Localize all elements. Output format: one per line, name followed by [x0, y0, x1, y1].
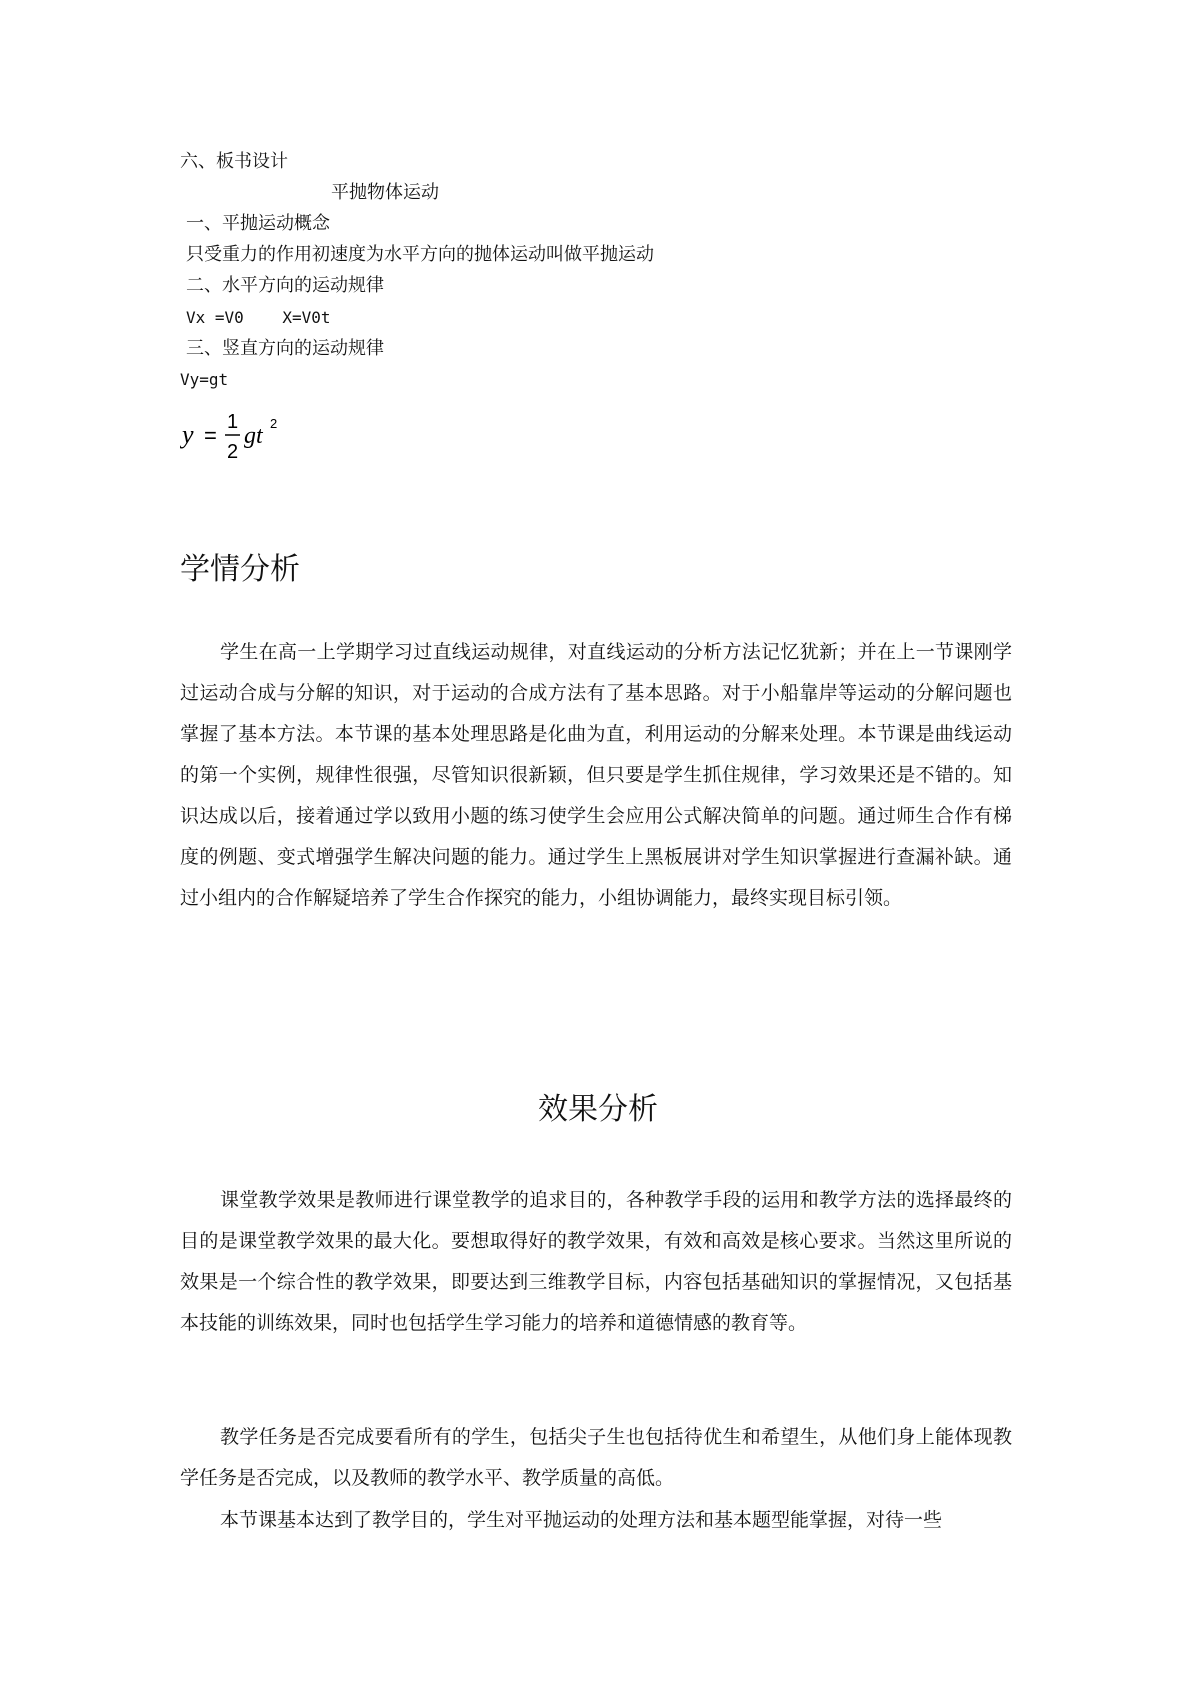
formula-rhs: gt [244, 423, 263, 449]
effect-analysis-paragraph-2: 教学任务是否完成要看所有的学生，包括尖子生也包括待优生和希望生，从他们身上能体现教学任务是否完成，以及教师的教学水平、教学质量的高低。 [180, 1426, 1012, 1489]
vertical-heading: 三、竖直方向的运动规律 [186, 338, 384, 359]
board-design-section-title: 六、板书设计 [180, 151, 288, 172]
effect-analysis-heading: 效果分析 [538, 1092, 658, 1127]
horizontal-formula: Vx =V0 X=V0t [186, 308, 331, 327]
formula-lhs: y [182, 420, 194, 449]
student-analysis-paragraph: 学生在高一上学期学习过直线运动规律，对直线运动的分析方法记忆犹新；并在上一节课刚学过运动合成与分解的知识，对于运动的合成方法有了基本思路。对于小船靠岸等运动的分解问题也掌握了基本方法。本节课的基本处理思路是化曲为直，利用运动的分解来处理。本节课是曲线运动的第一个实例，规律性很强，尽管知识很新颖，但只要是学生抓住规律，学习效果还是不错的。知识达成以后，接着通过学以致用小题的练习使学生会应用公式解决简单的问题。通过师生合作有梯度的例题、变式增强学生解决问题的能力。通过学生上黑板展讲对学生知识掌握进行查漏补缺。通过小组内的合作解疑培养了学生合作探究的能力，小组协调能力，最终实现目标引领。 [180, 641, 1012, 909]
vertical-formula-vy: Vy=gt [180, 370, 229, 389]
formula-numerator: 1 [227, 411, 239, 433]
effect-analysis-paragraph-1: 课堂教学效果是教师进行课堂教学的追求目的，各种教学手段的运用和教学方法的选择最终的目的是课堂教学效果的最大化。要想取得好的教学效果，有效和高效是核心要求。当然这里所说的效果是一个综合性的教学效果，即要达到三维教学目标，内容包括基础知识的掌握情况，又包括基本技能的训练效果，同时也包括学生学习能力的培养和道德情感的教育等。 [180, 1189, 1012, 1334]
formula-exponent: 2 [270, 416, 278, 431]
concept-text: 只受重力的作用初速度为水平方向的抛体运动叫做平抛运动 [186, 244, 654, 265]
effect-analysis-paragraph-3: 本节课基本达到了教学目的，学生对平抛运动的处理方法和基本题型能掌握，对待一些 [220, 1509, 943, 1531]
concept-heading: 一、平抛运动概念 [186, 213, 330, 234]
formula-denominator: 2 [227, 441, 239, 462]
vertical-formula-y [180, 408, 300, 462]
student-analysis-heading: 学情分析 [180, 552, 300, 587]
horizontal-heading: 二、水平方向的运动规律 [186, 275, 384, 296]
formula-equals: = [204, 423, 217, 448]
board-design-title: 平抛物体运动 [331, 182, 439, 203]
